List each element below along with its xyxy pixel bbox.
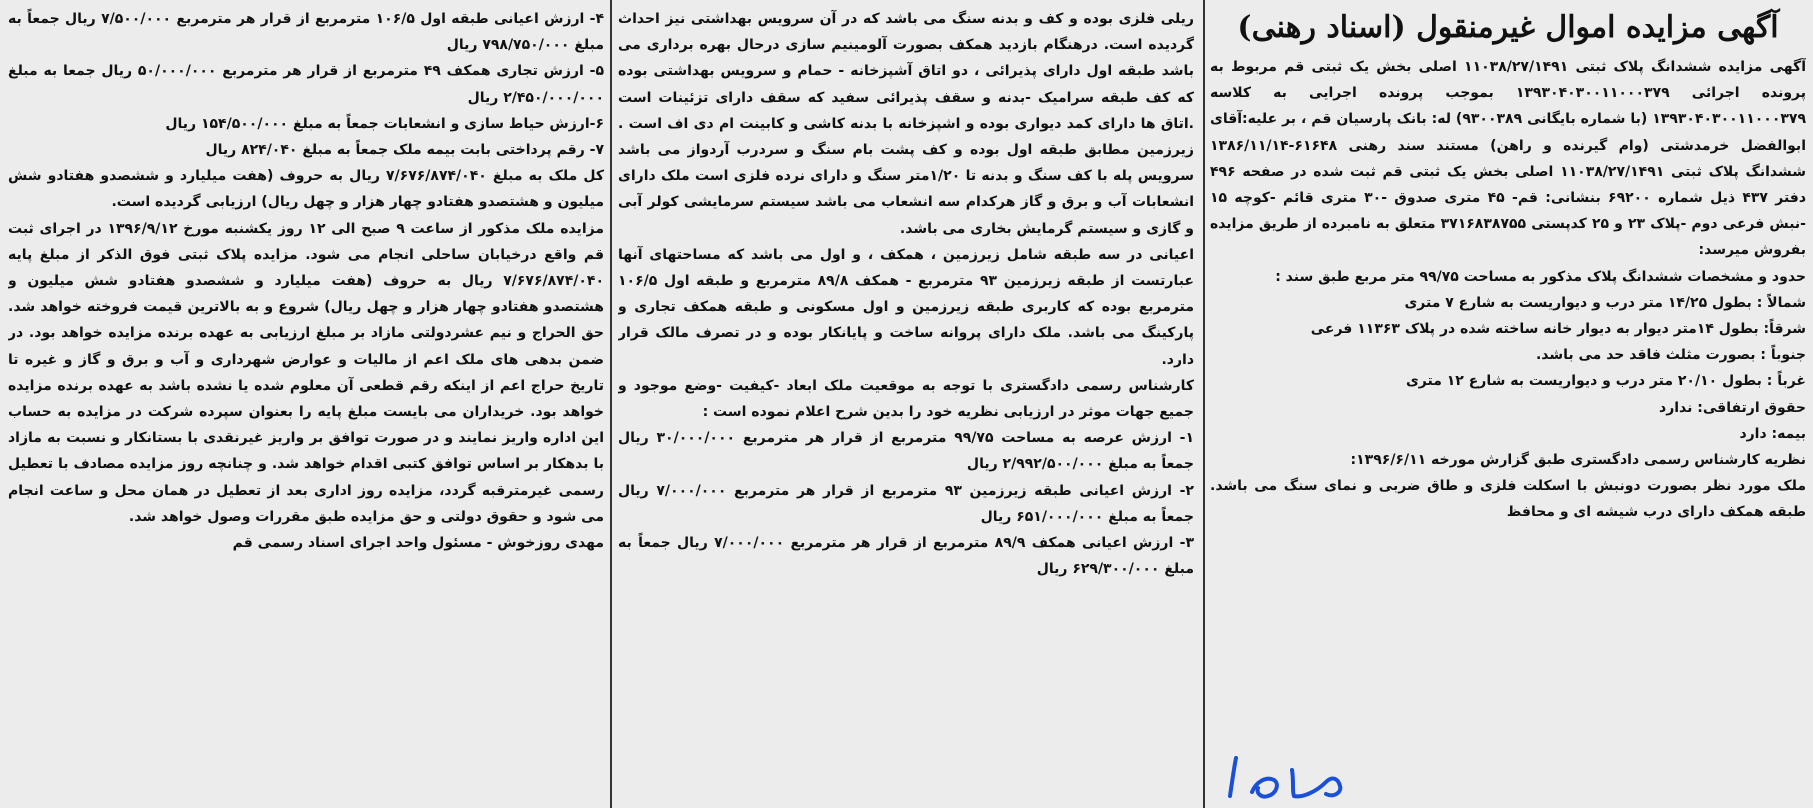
paragraph: حدود و مشخصات ششدانگ پلاک مذکور به مساحت ۹۹/۷۵ متر مربع طبق سند : <box>1275 268 1806 285</box>
handwritten-number-mark <box>1222 752 1352 804</box>
signature-line: مهدی روزخوش - مسئول واحد اجرای اسناد رسمی قم <box>232 535 604 552</box>
paragraph: مزایده ملک مذکور از ساعت ۹ صبح الی ۱۲ روز یکشنبه مورخ ۱۳۹۶/۹/۱۲ در اجرای ثبت قم واقع درخیابان ساحلی انجام می شود. مزایده پلاک ثبتی فوق الذکر از مبلغ پایه ۷/۶۷۶/۸۷۴/۰۴۰ ریال به حروف (هفت میلیارد و ششصدو هفتادو شش میلیون و هشتصدو هفتادو چهار هزار و چهل ریال) شروع و به بالاترین قیمت فروخته خواهد شد. حق الحراج و نیم عشردولتی مازاد بر مبلغ ارزیابی به عهده برنده مزایده خواهد بود. در ضمن بدهی های ملک اعم از مالیات و عوارض شهرداری و آب و برق و گاز و غیره تا تاریخ حراج اعم از اینکه رقم قطعی آن معلوم شده یا نشده باشد به عهده برنده مزایده خواهد بود. خریداران می بایست مبلغ پایه را بعنوان سپرده شرکت در مزایده به حساب این اداره واریز نمایند و در صورت توافق بر واریز غیرنقدی با بستانکار و نسبت به مازاد با بدهکار بر اساس توافق کتبی اقدام خواهد شد. و چنانچه روز مزایده مصادف با تعطیل رسمی غیرمترقبه گردد، مزایده روز اداری بعد از تعطیل در همان محل و ساعت انجام می شود و حقوق دولتی و حق مزایده طبق مقررات وصول خواهد شد. <box>8 220 604 525</box>
column-divider <box>610 0 612 808</box>
paragraph: بیمه: دارد <box>1739 425 1806 442</box>
paragraph: ۲- ارزش اعیانی طبقه زیرزمین ۹۳ مترمربع از قرار هر مترمربع ۷/۰۰۰/۰۰۰ ریال جمعاً به مبلغ ۶۵۱/۰۰۰/۰۰۰ ریال <box>618 482 1194 525</box>
paragraph: کل ملک به مبلغ ۷/۶۷۶/۸۷۴/۰۴۰ ریال به حروف (هفت میلیارد و ششصدو هفتادو شش میلیون و هشتصدو هفتادو چهار هزار و چهل ریال) ارزیابی گردیده است. <box>8 168 604 211</box>
notice-title: آگهی مزایده اموال غیرمنقول (اسناد رهنی) <box>1237 10 1779 45</box>
paragraph: ۷- رقم پرداختی بابت بیمه ملک جمعاً به مبلغ ۸۲۴/۰۴۰ ریال <box>205 142 604 159</box>
paragraph: ۳- ارزش اعیانی همکف ۸۹/۹ مترمربع از قرار هر مترمربع ۷/۰۰۰/۰۰۰ ریال جمعاً به مبلغ ۶۲۹/۳۰۰/۰۰۰ ریال <box>618 535 1194 578</box>
paragraph: ۶-ارزش حیاط سازی و انشعابات جمعاً به مبلغ ۱۵۴/۵۰۰/۰۰۰ ریال <box>165 115 604 132</box>
paragraph: شرقاً: بطول ۱۴متر دیوار به دیوار خانه ساخته شده در پلاک ۱۱۳۶۳ فرعی <box>1310 321 1806 338</box>
paragraph: کارشناس رسمی دادگستری با توجه به موقعیت ملک ابعاد -کیفیت -وضع موجود و جمیع جهات موثر در ارزیابی نظریه خود را بدین شرح اعلام نموده است : <box>618 377 1194 421</box>
paragraph: ۵- ارزش تجاری همکف ۴۹ مترمربع از قرار هر مترمربع ۵۰/۰۰۰/۰۰۰ ریال جمعا به مبلغ ۲/۴۵۰/۰۰۰/۰۰۰ ریال <box>8 63 604 106</box>
column-divider <box>1203 0 1205 808</box>
paragraph: حقوق ارتفاقی: ندارد <box>1659 399 1806 416</box>
paragraph: جنوباً : بصورت مثلث فاقد حد می باشد. <box>1535 347 1806 364</box>
column-middle <box>618 6 1194 582</box>
paragraph: غرباً : بطول ۲۰/۱۰ متر درب و دیواریست به شارع ۱۲ متری <box>1405 373 1806 390</box>
paragraph: اعیانی در سه طبقه شامل زیرزمین ، همکف ، و اول می باشد که مساحتهای آنها عبارتست از طبقه زیرزمین ۹۳ مترمربع - همکف ۸۹/۸ مترمربع و طبقه اول ۱۰۶/۵ مترمربع بوده که کاربری طبقه زیرزمین و اول مسکونی و طبقه همکف تجاری و پارکینگ می باشد. ملک دارای پروانه ساخت و پایانکار بوده و در تصرف مالک قرار دارد. <box>618 246 1194 368</box>
column-right <box>1210 6 1806 526</box>
paragraph: ۱- ارزش عرصه به مساحت ۹۹/۷۵ مترمربع از قرار هر مترمربع ۳۰/۰۰۰/۰۰۰ ریال جمعاً به مبلغ ۲/۹۹۲/۵۰۰/۰۰۰ ریال <box>618 430 1194 473</box>
paragraph: شمالاً : بطول ۱۴/۲۵ متر درب و دیواریست به شارع ۷ متری <box>1404 294 1806 311</box>
paragraph: نظریه کارشناس رسمی دادگستری طبق گزارش مورخه ۱۳۹۶/۶/۱۱: <box>1350 452 1806 469</box>
column-left <box>8 6 604 556</box>
paragraph: ریلی فلزی بوده و کف و بدنه سنگ می باشد که در آن سرویس بهداشتی نیز احداث گردیده است. درهنگام بازدید همکف بصورت آلومینیم سازی درحال بهره برداری می باشد طبقه اول دارای پذیرائی ، دو اتاق آشپزخانه - حمام و سرویس بهداشتی بوده که کف طبقه سرامیک -بدنه و سقف پذیرائی سفید که سقف دارای تزئینات است .اتاق ها دارای کمد دیواری بوده و اشپزخانه با بدنه کاشی و کابینت ام دی اف است . زیرزمین مطابق طبقه اول بوده و کف پشت بام سنگ و سردرب آردواز می باشد سرویس پله با کف سنگ و بدنه تا ۱/۲۰متر سنگ و دارای نرده فلزی است ملک دارای انشعابات آب و برق و گاز هرکدام سه انشعاب می باشد سیستم سرمایشی کولر آبی و گازی و سیستم گرمایش بخاری می باشد. <box>618 11 1194 237</box>
paragraph: ملک مورد نظر بصورت دونبش با اسکلت فلزی و طاق ضربی و نمای سنگ می باشد. طبقه همکف دارای درب شیشه ای و محافظ <box>1210 478 1806 521</box>
paragraph: آگهی مزایده ششدانگ پلاک ثبتی ۱۱۰۳۸/۲۷/۱۴۹۱ اصلی بخش یک ثبتی قم مربوط به پرونده اجرائی ۱۳۹۳۰۴۰۳۰۰۱۱۰۰۰۳۷۹ بموجب پرونده اجرایی به کلاسه ۱۳۹۳۰۴۰۳۰۰۱۱۰۰۰۳۷۹ (با شماره بایگانی ۹۳۰۰۳۸۹) له: بانک پارسیان قم ، بر علیه:آقای ابوالفضل خرمدشتی (وام گیرنده و راهن) مستند سند رهنی ۶۱۶۴۸-۱۳۸۶/۱۱/۱۴ ششدانگ پلاک ثبتی ۱۱۰۳۸/۲۷/۱۴۹۱ اصلی بخش یک ثبتی قم ثبت شده در صفحه ۴۹۶ دفتر ۴۳۷ ذیل شماره ۶۹۲۰۰ بنشانی: قم- ۴۵ متری صدوق -۳۰ متری قائم -کوچه ۱۵ -نبش فرعی دوم -پلاک ۲۳ و ۲۵ کدپستی ۳۷۱۶۸۳۸۷۵۵ متعلق به نامبرده از طریق مزایده بفروش میرسد: <box>1210 59 1806 259</box>
paragraph: ۴- ارزش اعیانی طبقه اول ۱۰۶/۵ مترمربع از قرار هر مترمربع ۷/۵۰۰/۰۰۰ ریال جمعاً به مبلغ ۷۹۸/۷۵۰/۰۰۰ ریال <box>8 11 604 54</box>
